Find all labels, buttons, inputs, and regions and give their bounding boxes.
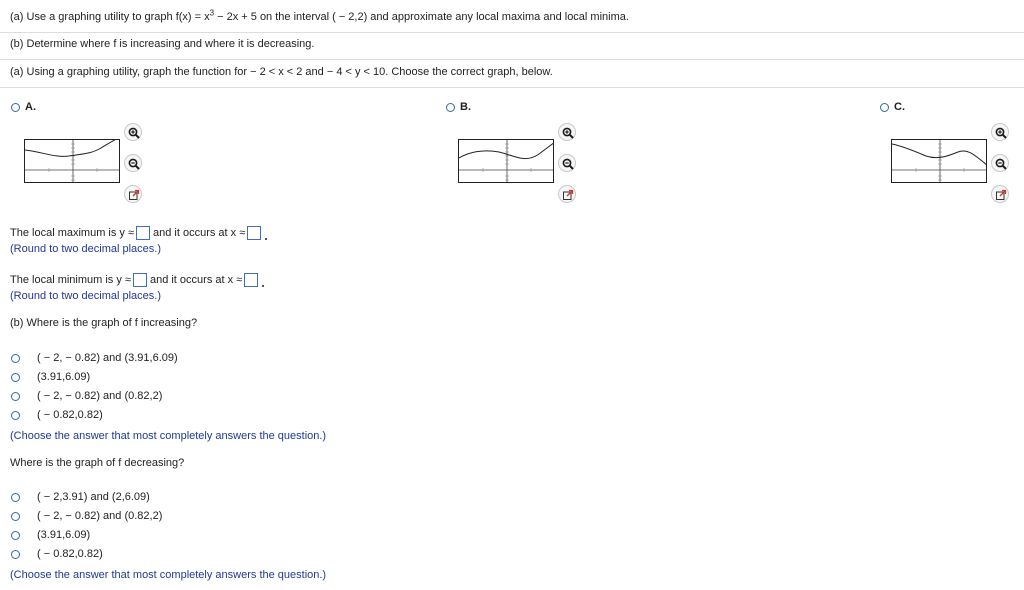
local-max-x-input[interactable] [247, 226, 261, 240]
zoom-in-icon[interactable] [124, 123, 142, 141]
graph-option-b-radio[interactable] [446, 103, 455, 112]
increasing-choice-label[interactable]: (3.91,6.09) [37, 371, 91, 383]
increasing-choice-label[interactable]: ( − 0.82,0.82) [37, 409, 103, 421]
decreasing-choice-radio[interactable] [11, 512, 20, 521]
decreasing-note: (Choose the answer that most completely answers the question.) [10, 569, 327, 581]
popout-icon[interactable] [124, 185, 142, 203]
zoom-in-icon[interactable] [991, 123, 1009, 141]
zoom-in-icon[interactable] [558, 123, 576, 141]
local-min-x-text: and it occurs at x ≈ [149, 273, 243, 286]
graph-option-b-thumbnail[interactable] [458, 139, 554, 183]
local-min-text: The local minimum is y ≈ [10, 273, 131, 286]
increasing-choice-label[interactable]: ( − 2, − 0.82) and (3.91,6.09) [37, 352, 178, 364]
increasing-choice-radio[interactable] [11, 392, 20, 401]
graph-instruction: (a) Using a graphing utility, graph the function for − 2 < x < 2 and − 4 < y < 10. Choose the correct graph, below. [10, 66, 553, 78]
decreasing-choice-radio[interactable] [11, 550, 20, 559]
increasing-choice-radio[interactable] [11, 354, 20, 363]
graph-option-c-label[interactable]: C. [894, 101, 905, 113]
local-min-line [10, 273, 264, 287]
local-min-y-input[interactable] [133, 273, 147, 287]
period-dot [265, 238, 267, 240]
divider [0, 32, 1024, 33]
increasing-note: (Choose the answer that most completely answers the question.) [10, 430, 327, 442]
local-max-line [10, 226, 267, 240]
zoom-out-icon[interactable] [124, 154, 142, 172]
part-a-prompt: (a) Use a graphing utility to graph $f(x) = x^3 - 2x + 5$ on the interval ( − 2,2) and approximate any local maxima and local minima. [10, 8, 629, 23]
decreasing-choice-radio[interactable] [11, 531, 20, 540]
part-b-prompt: (b) Determine where f is increasing and where it is decreasing. [10, 38, 315, 50]
graph-option-c-radio[interactable] [880, 103, 889, 112]
decreasing-question: Where is the graph of f decreasing? [10, 457, 185, 469]
popout-icon[interactable] [558, 185, 576, 203]
graph-option-a-radio[interactable] [11, 103, 20, 112]
zoom-out-icon[interactable] [558, 154, 576, 172]
increasing-question: (b) Where is the graph of f increasing? [10, 317, 198, 329]
popout-icon[interactable] [991, 185, 1009, 203]
decreasing-choice-label[interactable]: ( − 2,3.91) and (2,6.09) [37, 491, 150, 503]
graph-option-a-label[interactable]: A. [25, 101, 36, 113]
local-max-y-input[interactable] [136, 226, 150, 240]
divider [0, 87, 1024, 88]
zoom-out-icon[interactable] [991, 154, 1009, 172]
local-max-x-text: and it occurs at x ≈ [153, 226, 246, 239]
decreasing-choice-label[interactable]: ( − 0.82,0.82) [37, 548, 103, 560]
local-min-note: (Round to two decimal places.) [10, 290, 162, 302]
local-max-note: (Round to two decimal places.) [10, 243, 162, 255]
local-max-text: The local maximum is y ≈ [10, 226, 135, 239]
increasing-choice-radio[interactable] [11, 411, 20, 420]
divider [0, 59, 1024, 60]
decreasing-choice-radio[interactable] [11, 493, 20, 502]
graph-option-a-thumbnail[interactable] [24, 139, 120, 183]
local-min-x-input[interactable] [244, 273, 258, 287]
decreasing-choice-label[interactable]: ( − 2, − 0.82) and (0.82,2) [37, 510, 163, 522]
graph-option-b-label[interactable]: B. [460, 101, 471, 113]
decreasing-choice-label[interactable]: (3.91,6.09) [37, 529, 91, 541]
graph-option-c-thumbnail[interactable] [891, 139, 987, 183]
increasing-choice-radio[interactable] [11, 373, 20, 382]
increasing-choice-label[interactable]: ( − 2, − 0.82) and (0.82,2) [37, 390, 163, 402]
period-dot [262, 285, 264, 287]
